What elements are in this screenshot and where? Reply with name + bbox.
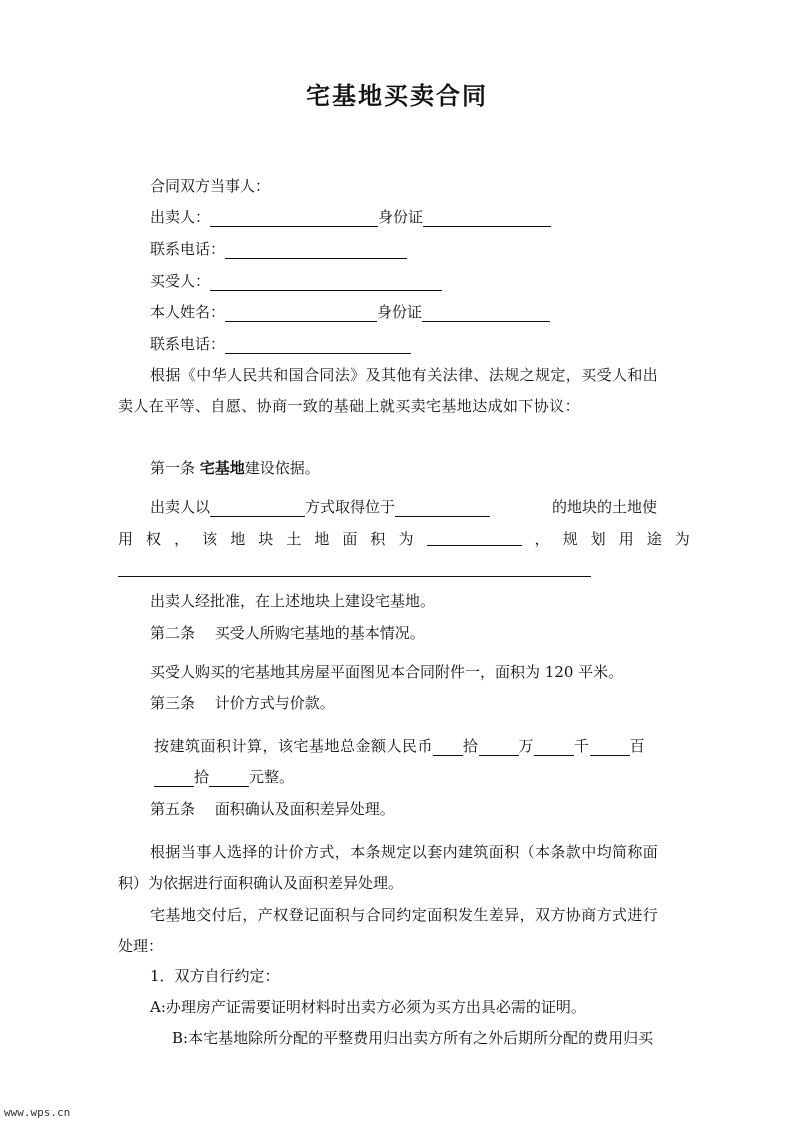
article-5-p1-line-1: 根据当事人选择的计价方式，本条规定以套内建筑面积（本条款中均简称面 — [150, 843, 659, 861]
seller-id-blank[interactable] — [423, 210, 551, 227]
article-1-l1-a: 出卖人以 — [150, 498, 211, 516]
article-1-suffix: 建设依据。 — [244, 459, 320, 477]
price-prefix: 按建筑面积计算，该宅基地总金额人民币 — [154, 737, 434, 755]
buyer-name-label: 本人姓名： — [150, 303, 226, 321]
article-1-l1-b: 方式取得位于 — [305, 498, 396, 516]
char: 用 — [118, 530, 134, 548]
document-title: 宅基地买卖合同 — [306, 81, 488, 110]
char: 为 — [674, 530, 690, 548]
unit-wan: 万 — [518, 737, 535, 755]
seller-name-blank[interactable] — [210, 210, 378, 227]
seller-label: 出卖人： — [150, 208, 211, 226]
article-3-line-2 — [154, 767, 294, 787]
amount-qian-blank[interactable] — [534, 739, 574, 756]
parties-intro: 合同双方当事人： — [150, 177, 271, 195]
article-5-item-b: B:本宅基地除所分配的平整费用归出卖方所有之外后期所分配的费用归买 — [172, 1029, 654, 1047]
article-3-line-1 — [154, 736, 645, 756]
article-1-l1-c: 的地块的土地使 — [552, 498, 658, 516]
amount-shi-blank[interactable] — [154, 770, 194, 787]
amount-shiwan-blank[interactable] — [433, 739, 463, 756]
buyer-phone-label: 联系电话： — [150, 335, 226, 353]
article-5-heading: 第五条 面积确认及面积差异处理。 — [150, 800, 395, 818]
char: 地 — [230, 530, 246, 548]
unit-shi: 拾 — [194, 768, 210, 786]
article-5-p2-line-2: 处理： — [118, 937, 164, 955]
article-1-heading — [150, 458, 320, 478]
unit-shiwan: 拾 — [463, 737, 479, 755]
buyer-line — [150, 271, 442, 291]
article-1-line-2 — [118, 529, 690, 549]
preamble-line-2: 卖人在平等、自愿、协商一致的基础上就买卖宅基地达成如下协议： — [118, 397, 581, 415]
preamble-line-1: 根据《中华人民共和国合同法》及其他有关法律、法规之规定，买受人和出 — [150, 366, 659, 384]
char: 积 — [370, 530, 386, 548]
seller-line — [150, 207, 551, 227]
buyer-name-blank[interactable] — [225, 305, 377, 322]
article-2-body: 买受人购买的宅基地其房屋平面图见本合同附件一，面积为 120 平米。 — [150, 663, 624, 681]
article-5-p1-line-2: 积）为依据进行面积确认及面积差异处理。 — [118, 874, 404, 892]
char: 该 — [202, 530, 218, 548]
char: 块 — [258, 530, 274, 548]
article-5-p2-line-1: 宅基地交付后，产权登记面积与合同约定面积发生差异，双方协商方式进行 — [150, 906, 659, 924]
article-1-line-1 — [150, 497, 657, 517]
char: 土 — [286, 530, 302, 548]
char: 面 — [342, 530, 358, 548]
area-blank[interactable] — [427, 529, 522, 546]
char: ， — [174, 530, 190, 548]
article-3-heading: 第三条 计价方式与价款。 — [150, 694, 335, 712]
char: 用 — [618, 530, 634, 548]
amount-yuan-blank[interactable] — [209, 770, 249, 787]
amount-wan-blank[interactable] — [479, 739, 519, 756]
char: 地 — [314, 530, 330, 548]
unit-yuan: 元整。 — [249, 768, 295, 786]
char: 为 — [398, 530, 414, 548]
buyer-label: 买受人： — [150, 272, 211, 290]
buyer-phone-blank[interactable] — [225, 337, 411, 354]
buyer-id-blank[interactable] — [422, 305, 550, 322]
acquire-method-blank[interactable] — [210, 500, 305, 517]
buyer-blank[interactable] — [210, 274, 442, 291]
location-blank[interactable] — [395, 500, 490, 517]
seller-phone-label: 联系电话： — [150, 240, 226, 258]
buyer-id-label: 身份证 — [377, 303, 423, 321]
seller-phone-blank[interactable] — [225, 242, 407, 259]
article-2-heading: 第二条 买受人所购宅基地的基本情况。 — [150, 624, 425, 642]
buyer-name-line — [150, 302, 550, 322]
seller-phone-line — [150, 239, 407, 259]
buyer-phone-line — [150, 334, 411, 354]
article-1-prefix: 第一条 — [150, 459, 200, 477]
article-1-bold: 宅基地 — [199, 459, 245, 477]
planned-use-blank[interactable] — [118, 576, 591, 577]
article-5-item-a: A:办理房产证需要证明材料时出卖方必须为买方出具必需的证明。 — [150, 998, 586, 1016]
char: 划 — [590, 530, 606, 548]
char: ， — [534, 530, 550, 548]
unit-bai: 百 — [629, 737, 646, 755]
unit-qian: 千 — [574, 737, 590, 755]
article-1-line-3: 出卖人经批准，在上述地块上建设宅基地。 — [150, 592, 436, 610]
watermark: www.wps.cn — [4, 1106, 71, 1119]
amount-bai-blank[interactable] — [590, 739, 630, 756]
seller-id-label: 身份证 — [378, 208, 424, 226]
char: 规 — [562, 530, 578, 548]
char: 途 — [646, 530, 662, 548]
article-5-item-1: 1．双方自行约定： — [150, 967, 280, 985]
char: 权 — [146, 530, 162, 548]
